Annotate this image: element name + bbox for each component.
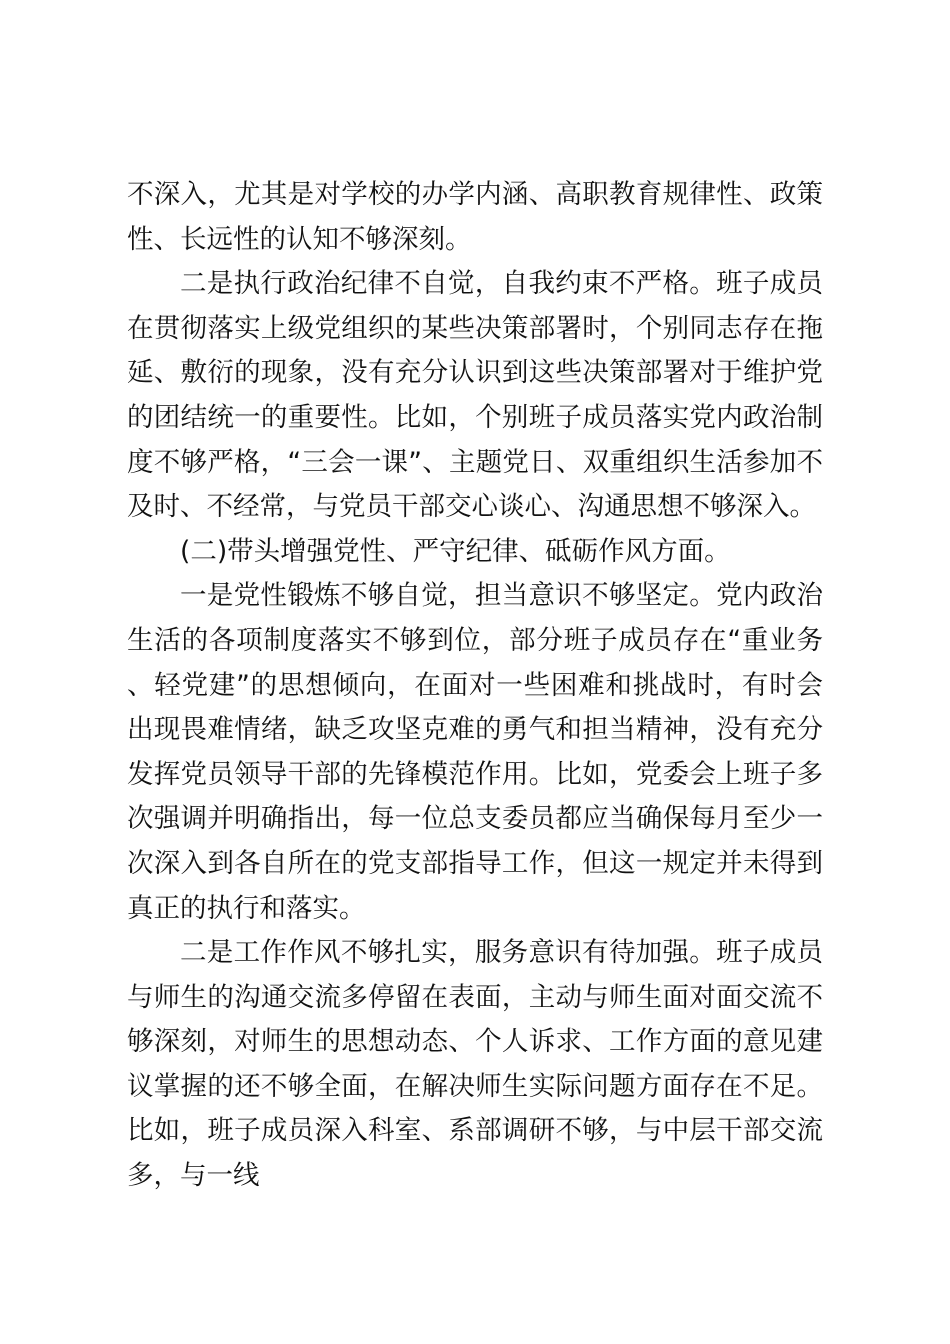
paragraph-political-discipline: 二是执行政治纪律不自觉，自我约束不严格。班子成员在贯彻落实上级党组织的某些决策部署时，个别同志存在拖延、敷衍的现象，没有充分认识到这些决策部署对于维护党的团结统一的重要性。比如，个别班子成员落实党内政治制度不够严格，“三会一课”、主题党日、双重组织生活参加不及时、不经常，与党员干部交心谈心、沟通思想不够深入。 [127,268,823,523]
document-body [127,173,823,1199]
paragraph-party-spirit-training: 一是党性锻炼不够自觉，担当意识不够坚定。党内政治生活的各项制度落实不够到位，部分班子成员存在“重业务、轻党建”的思想倾向，在面对一些困难和挑战时，有时会出现畏难情绪，缺乏攻坚克难的勇气和担当精神，没有充分发挥党员领导干部的先锋模范作用。比如，党委会上班子多次强调并明确指出，每一位总支委员都应当确保每月至少一次深入到各自所在的党支部指导工作，但这一规定并未得到真正的执行和落实。 [127,580,823,924]
section-heading-party-spirit: (二)带头增强党性、严守纪律、砥砺作风方面。 [180,535,731,567]
paragraph-continuation: 不深入，尤其是对学校的办学内涵、高职教育规律性、政策性、长远性的认知不够深刻。 [127,179,823,255]
paragraph-work-style: 二是工作作风不够扎实，服务意识有待加强。班子成员与师生的沟通交流多停留在表面，主动与师生面对面交流不够深刻，对师生的思想动态、个人诉求、工作方面的意见建议掌握的还不够全面，在解决师生实际问题方面存在不足。比如，班子成员深入科室、系部调研不够，与中层干部交流多，与一线 [127,937,823,1192]
